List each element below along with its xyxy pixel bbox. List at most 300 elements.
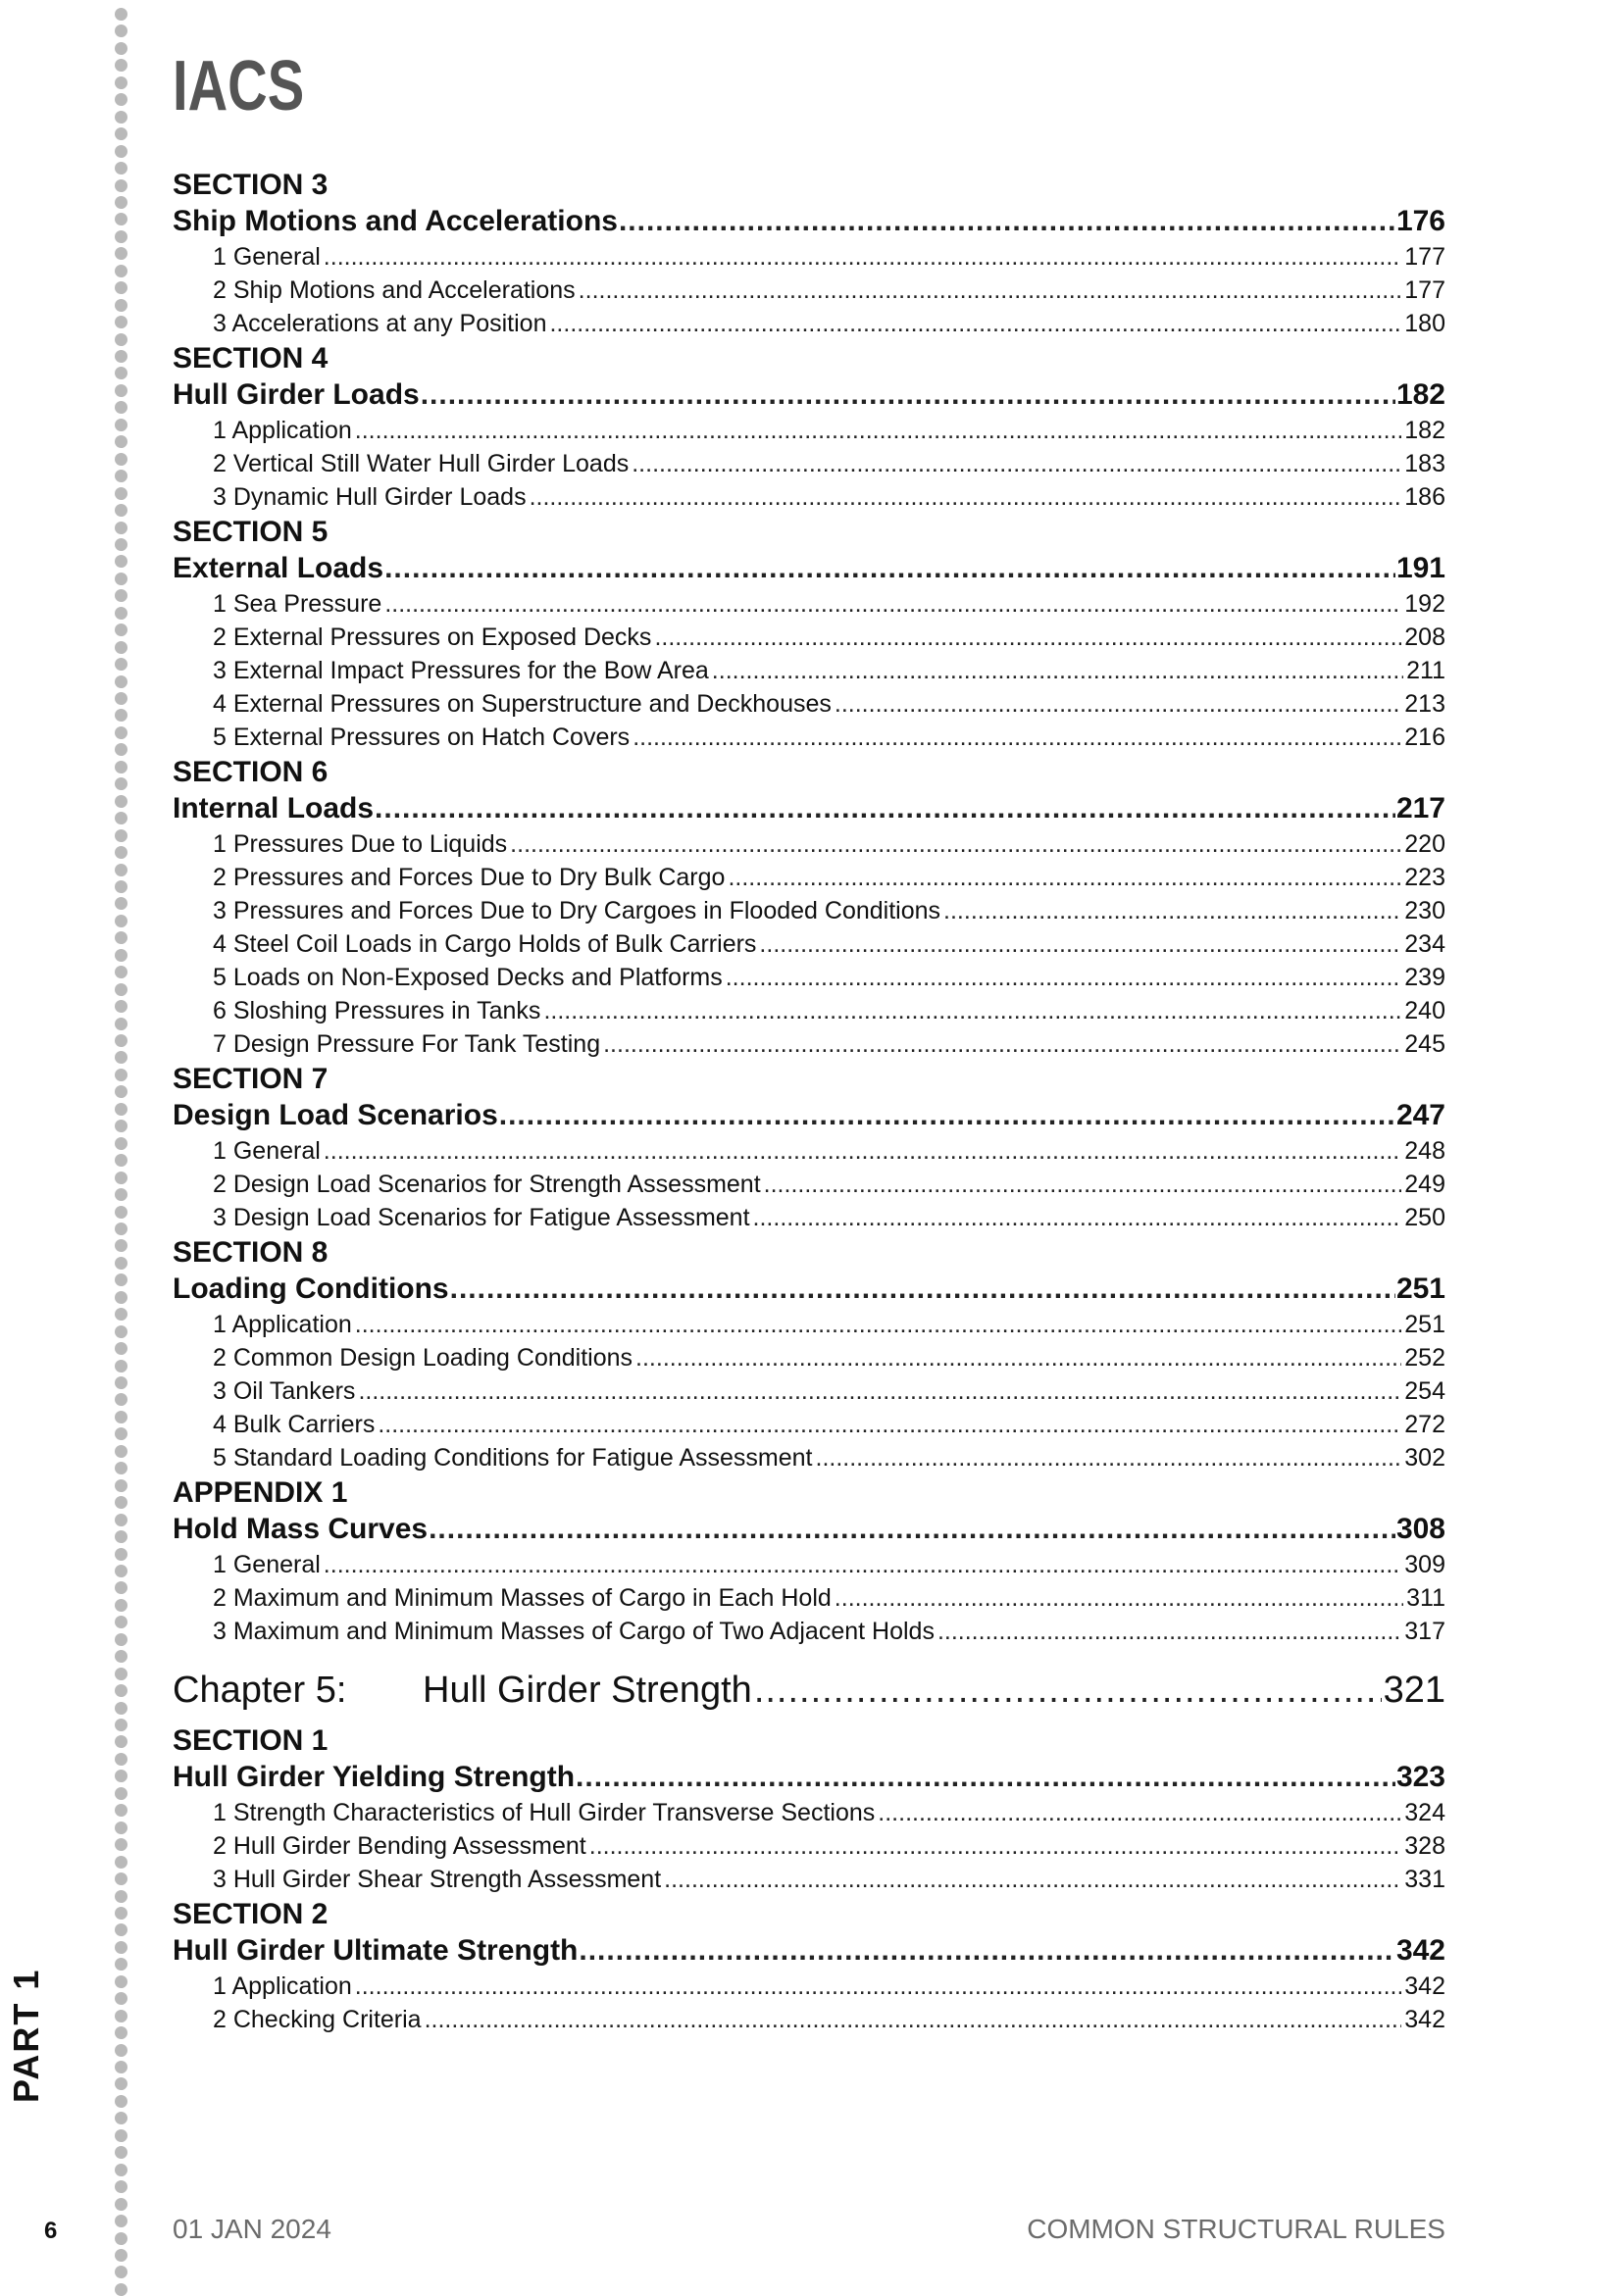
dot-leader xyxy=(576,1759,1395,1796)
binder-dot xyxy=(115,1581,127,1594)
subsection-item-page: 211 xyxy=(1406,657,1445,684)
subsection-item-page: 223 xyxy=(1404,864,1445,891)
binder-dot xyxy=(115,401,127,414)
subsection-item[interactable] xyxy=(173,994,1445,1027)
subsection-item-text: 1 Strength Characteristics of Hull Girder Transverse Sections xyxy=(213,1799,876,1826)
binder-dot xyxy=(115,2061,127,2073)
subsection-item-text: 1 General xyxy=(213,1551,321,1578)
dot-leader xyxy=(943,894,1401,927)
dot-leader xyxy=(324,1134,1401,1168)
subsection-item-page: 234 xyxy=(1404,930,1445,958)
section-title-page: 323 xyxy=(1395,1761,1445,1793)
subsection-item[interactable] xyxy=(173,827,1445,861)
section-label: APPENDIX 1 xyxy=(173,1476,348,1509)
part-label: PART 1 xyxy=(6,1968,46,2103)
binder-dot xyxy=(115,624,127,636)
binder-dot xyxy=(115,1273,127,1286)
binder-dot xyxy=(115,846,127,859)
section-title-page: 308 xyxy=(1395,1513,1445,1545)
subsection-item[interactable] xyxy=(173,1201,1445,1234)
subsection-item[interactable] xyxy=(173,861,1445,894)
dot-leader xyxy=(384,587,1401,621)
subsection-item[interactable] xyxy=(173,1581,1445,1615)
binder-dot xyxy=(115,1992,127,2005)
binder-dot xyxy=(115,1770,127,1782)
subsection-item[interactable] xyxy=(173,654,1445,687)
binder-dot xyxy=(115,316,127,328)
binder-dot xyxy=(115,2164,127,2176)
binder-dot xyxy=(115,1308,127,1321)
binder-dot xyxy=(115,265,127,277)
subsection-item-text: 3 Accelerations at any Position xyxy=(213,310,547,337)
subsection-item-text: 3 Hull Girder Shear Strength Assessment xyxy=(213,1866,662,1893)
subsection-item-text: 7 Design Pressure For Tank Testing xyxy=(213,1030,601,1058)
section-title-text: Internal Loads xyxy=(173,792,375,824)
dot-leader xyxy=(664,1863,1401,1896)
binder-dot xyxy=(115,743,127,756)
section-label: SECTION 2 xyxy=(173,1898,329,1930)
section-label: SECTION 3 xyxy=(173,169,329,201)
binder-dot xyxy=(115,555,127,568)
binder-dot xyxy=(115,8,127,21)
dot-leader xyxy=(654,621,1401,654)
binder-dot xyxy=(115,1616,127,1628)
dot-leader xyxy=(728,861,1401,894)
section-title-page: 342 xyxy=(1395,1934,1445,1967)
binder-dot xyxy=(115,1206,127,1219)
binder-dot xyxy=(115,1872,127,1885)
section-title[interactable] xyxy=(173,1271,1445,1308)
binder-dot xyxy=(115,504,127,517)
binder-dot xyxy=(115,1735,127,1748)
section-title-page: 251 xyxy=(1395,1273,1445,1305)
dot-leader xyxy=(549,307,1401,340)
binder-dot xyxy=(115,76,127,89)
binder-dot xyxy=(115,777,127,790)
subsection-item-text: 1 Application xyxy=(213,417,352,444)
binder-dot xyxy=(115,247,127,260)
binder-dot xyxy=(115,25,127,37)
subsection-item-page: 216 xyxy=(1404,724,1445,751)
table-of-contents xyxy=(173,167,1445,2036)
binder-dot xyxy=(115,2026,127,2039)
dot-leader xyxy=(579,1932,1395,1970)
binder-dot xyxy=(115,949,127,962)
chapter-number: Chapter 5: xyxy=(173,1670,347,1711)
binder-dot xyxy=(115,538,127,551)
binder-dot xyxy=(115,1188,127,1201)
dot-leader xyxy=(425,2003,1402,2036)
subsection-item-page: 328 xyxy=(1404,1832,1445,1860)
subsection-item[interactable] xyxy=(173,1863,1445,1896)
binder-dot xyxy=(115,111,127,124)
dot-leader xyxy=(835,687,1401,721)
dot-leader xyxy=(632,447,1401,480)
subsection-item-text: 2 Checking Criteria xyxy=(213,2006,422,2033)
subsection-item-text: 1 Sea Pressure xyxy=(213,590,382,618)
section-title-text: External Loads xyxy=(173,552,384,584)
binder-dot xyxy=(115,1445,127,1458)
binder-dot xyxy=(115,1000,127,1013)
binder-dot xyxy=(115,1103,127,1116)
binder-dot xyxy=(115,162,127,175)
binder-dot xyxy=(115,1822,127,1834)
subsection-item[interactable] xyxy=(173,1796,1445,1829)
section-label: SECTION 5 xyxy=(173,516,329,548)
dot-leader xyxy=(726,961,1402,994)
subsection-item-text: 5 Standard Loading Conditions for Fatigue Assessment xyxy=(213,1444,813,1472)
dot-leader xyxy=(937,1615,1401,1648)
section-title-text: Loading Conditions xyxy=(173,1273,449,1305)
binder-dot xyxy=(115,1257,127,1270)
dot-leader xyxy=(355,1308,1402,1341)
binder-dot xyxy=(115,2129,127,2142)
subsection-item-text: 3 Oil Tankers xyxy=(213,1377,356,1405)
subsection-item[interactable] xyxy=(173,721,1445,754)
dot-leader xyxy=(355,414,1402,447)
binder-dot xyxy=(115,1650,127,1663)
binder-dot xyxy=(115,2232,127,2245)
dot-leader xyxy=(635,1341,1401,1374)
section-title-text: Hold Mass Curves xyxy=(173,1513,429,1545)
dot-leader xyxy=(754,1664,1382,1717)
dot-leader xyxy=(378,1408,1401,1441)
binder-dot xyxy=(115,812,127,824)
subsection-item-page: 180 xyxy=(1404,310,1445,337)
subsection-item-page: 220 xyxy=(1404,830,1445,858)
subsection-item-text: 6 Sloshing Pressures in Tanks xyxy=(213,997,541,1024)
binder-dot xyxy=(115,675,127,688)
dot-leader xyxy=(589,1829,1402,1863)
subsection-item-text: 1 General xyxy=(213,1137,321,1165)
subsection-item[interactable] xyxy=(173,447,1445,480)
dot-leader xyxy=(384,550,1395,587)
binder-dot xyxy=(115,983,127,996)
binder-dot xyxy=(115,1923,127,1936)
dot-leader xyxy=(324,240,1401,274)
binder-dot xyxy=(115,470,127,482)
subsection-item[interactable] xyxy=(173,927,1445,961)
dot-leader xyxy=(421,376,1395,414)
binder-dot xyxy=(115,1051,127,1064)
binder-dot xyxy=(115,145,127,158)
binder-dot xyxy=(115,1325,127,1338)
section-title[interactable] xyxy=(173,550,1445,587)
subsection-item-text: 2 Design Load Scenarios for Strength Assessment xyxy=(213,1171,761,1198)
binder-dot xyxy=(115,1530,127,1543)
dot-leader xyxy=(835,1581,1403,1615)
section-label: SECTION 8 xyxy=(173,1236,329,1269)
subsection-item-text: 3 Pressures and Forces Due to Dry Cargoes in Flooded Conditions xyxy=(213,897,941,924)
section-title[interactable] xyxy=(173,1932,1445,1970)
section-title[interactable] xyxy=(173,1759,1445,1796)
dot-leader xyxy=(633,721,1401,754)
binder-dot xyxy=(115,1668,127,1680)
subsection-item-text: 3 Design Load Scenarios for Fatigue Assessment xyxy=(213,1204,750,1231)
section-title-text: Hull Girder Yielding Strength xyxy=(173,1761,576,1793)
binder-dot xyxy=(115,897,127,910)
subsection-item-text: 2 External Pressures on Exposed Decks xyxy=(213,624,652,651)
section-title-text: Design Load Scenarios xyxy=(173,1099,498,1131)
subsection-item[interactable] xyxy=(173,1441,1445,1474)
subsection-item[interactable] xyxy=(173,2003,1445,2036)
binder-dot xyxy=(115,1838,127,1851)
section-title[interactable] xyxy=(173,1097,1445,1134)
footer-date: 01 JAN 2024 xyxy=(173,2214,331,2244)
subsection-item-page: 213 xyxy=(1404,690,1445,718)
section-title[interactable] xyxy=(173,1511,1445,1548)
subsection-item[interactable] xyxy=(173,621,1445,654)
dot-leader xyxy=(510,827,1401,861)
subsection-item[interactable] xyxy=(173,1308,1445,1341)
binder-dot xyxy=(115,1941,127,1954)
subsection-item-text: 1 Application xyxy=(213,1311,352,1338)
binder-dot xyxy=(115,2077,127,2090)
subsection-item-page: 177 xyxy=(1404,243,1445,271)
binder-dot xyxy=(115,864,127,876)
subsection-item[interactable] xyxy=(173,687,1445,721)
subsection-item[interactable] xyxy=(173,240,1445,274)
subsection-item-page: 272 xyxy=(1404,1411,1445,1438)
binder-dot xyxy=(115,42,127,55)
binder-dot xyxy=(115,2249,127,2262)
binder-dot xyxy=(115,281,127,294)
subsection-item[interactable] xyxy=(173,1341,1445,1374)
dot-leader xyxy=(375,790,1395,827)
dot-leader xyxy=(878,1796,1401,1829)
binder-dot xyxy=(115,1702,127,1715)
subsection-item[interactable] xyxy=(173,480,1445,514)
dot-leader xyxy=(759,927,1401,961)
subsection-item-page: 250 xyxy=(1404,1204,1445,1231)
binder-dot xyxy=(115,658,127,671)
binder-dot xyxy=(115,299,127,312)
binder-dot xyxy=(115,1137,127,1150)
binder-dot xyxy=(115,1291,127,1304)
subsection-item-text: 4 Bulk Carriers xyxy=(213,1411,376,1438)
binder-dot xyxy=(115,1223,127,1235)
binder-dot xyxy=(115,1393,127,1406)
dot-leader xyxy=(429,1511,1395,1548)
section-title[interactable] xyxy=(173,790,1445,827)
binder-dot xyxy=(115,607,127,620)
binder-dot xyxy=(115,1427,127,1440)
binder-dot xyxy=(115,1599,127,1612)
binder-dot xyxy=(115,1975,127,1988)
binder-dot xyxy=(115,1376,127,1389)
iacs-logo: IACS xyxy=(173,47,305,125)
subsection-item-page: 302 xyxy=(1404,1444,1445,1472)
binder-dot xyxy=(115,966,127,978)
binder-dot xyxy=(115,1085,127,1098)
binder-dot xyxy=(115,761,127,774)
subsection-item-text: 3 Maximum and Minimum Masses of Cargo of Two Adjacent Holds xyxy=(213,1618,935,1645)
subsection-item-page: 311 xyxy=(1406,1584,1445,1612)
subsection-item[interactable] xyxy=(173,1970,1445,2003)
dot-leader xyxy=(499,1097,1395,1134)
binder-dot xyxy=(115,2266,127,2278)
section-title[interactable] xyxy=(173,376,1445,414)
binder-dot xyxy=(115,213,127,225)
binder-dot xyxy=(115,795,127,808)
binder-dot xyxy=(115,1018,127,1030)
binder-dot xyxy=(115,1548,127,1561)
binder-dot xyxy=(115,93,127,106)
binder-dot xyxy=(115,2180,127,2193)
section-label: SECTION 1 xyxy=(173,1724,329,1757)
binder-dot xyxy=(115,350,127,363)
subsection-item-text: 4 External Pressures on Superstructure and Deckhouses xyxy=(213,690,832,718)
subsection-item-text: 1 Application xyxy=(213,1972,352,2000)
binder-dot xyxy=(115,1856,127,1869)
subsection-item[interactable] xyxy=(173,274,1445,307)
chapter-heading[interactable] xyxy=(173,1664,1445,1722)
binder-dot xyxy=(115,487,127,500)
binder-dot xyxy=(115,2198,127,2211)
subsection-item[interactable] xyxy=(173,1615,1445,1648)
binder-dot xyxy=(115,829,127,842)
binder-dot xyxy=(115,589,127,602)
subsection-item-text: 3 Dynamic Hull Girder Loads xyxy=(213,483,527,511)
dot-leader xyxy=(753,1201,1402,1234)
binder-dot xyxy=(115,1890,127,1903)
binder-dot xyxy=(115,726,127,739)
binder-dot xyxy=(115,2112,127,2124)
subsection-item-text: 1 Pressures Due to Liquids xyxy=(213,830,508,858)
binder-dot xyxy=(115,435,127,448)
subsection-item[interactable] xyxy=(173,307,1445,340)
subsection-item-page: 251 xyxy=(1404,1311,1445,1338)
binder-dot xyxy=(115,709,127,722)
binder-dots xyxy=(115,8,128,2292)
subsection-item-text: 2 Maximum and Minimum Masses of Cargo in Each Hold xyxy=(213,1584,832,1612)
binder-dot xyxy=(115,230,127,243)
subsection-item-text: 2 Common Design Loading Conditions xyxy=(213,1344,633,1372)
subsection-item-text: 2 Vertical Still Water Hull Girder Loads xyxy=(213,450,630,477)
binder-dot xyxy=(115,2095,127,2108)
subsection-item-page: 208 xyxy=(1404,624,1445,651)
subsection-item[interactable] xyxy=(173,1374,1445,1408)
subsection-item-text: 3 External Impact Pressures for the Bow Area xyxy=(213,657,709,684)
subsection-item-page: 245 xyxy=(1404,1030,1445,1058)
binder-dot xyxy=(115,641,127,654)
binder-dot xyxy=(115,2146,127,2159)
binder-dot xyxy=(115,2215,127,2227)
section-title-page: 176 xyxy=(1395,205,1445,237)
chapter-page: 321 xyxy=(1383,1670,1445,1711)
subsection-item-page: 183 xyxy=(1404,450,1445,477)
subsection-item[interactable] xyxy=(173,1168,1445,1201)
chapter-title xyxy=(173,1664,752,1717)
dot-leader xyxy=(603,1027,1401,1061)
section-title-page: 182 xyxy=(1395,378,1445,411)
binder-dot xyxy=(115,1411,127,1423)
subsection-item-page: 240 xyxy=(1404,997,1445,1024)
binder-dot xyxy=(115,1907,127,1920)
binder-dot xyxy=(115,1239,127,1252)
subsection-item-page: 186 xyxy=(1404,483,1445,511)
section-label: SECTION 7 xyxy=(173,1063,329,1095)
binder-dot xyxy=(115,127,127,140)
subsection-item-page: 324 xyxy=(1404,1799,1445,1826)
subsection-item[interactable] xyxy=(173,1829,1445,1863)
section-label: SECTION 4 xyxy=(173,342,329,374)
binder-dot xyxy=(115,1958,127,1971)
page-number: 6 xyxy=(44,2218,58,2244)
dot-leader xyxy=(619,203,1395,240)
subsection-item-text: 1 General xyxy=(213,243,321,271)
binder-dot xyxy=(115,1479,127,1492)
subsection-item[interactable] xyxy=(173,961,1445,994)
binder-dot xyxy=(115,1034,127,1047)
chapter-name: Hull Girder Strength xyxy=(423,1670,752,1711)
subsection-item[interactable] xyxy=(173,414,1445,447)
subsection-item[interactable] xyxy=(173,1548,1445,1581)
subsection-item[interactable] xyxy=(173,1027,1445,1061)
binder-dot xyxy=(115,179,127,192)
section-title-text: Hull Girder Ultimate Strength xyxy=(173,1934,579,1967)
subsection-item[interactable] xyxy=(173,1408,1445,1441)
binder-dot xyxy=(115,2283,127,2296)
binder-dot xyxy=(115,1154,127,1167)
binder-dot xyxy=(115,1120,127,1132)
subsection-item-page: 248 xyxy=(1404,1137,1445,1165)
binder-dot xyxy=(115,1633,127,1646)
dot-leader xyxy=(712,654,1403,687)
dot-leader xyxy=(764,1168,1402,1201)
section-title-text: Hull Girder Loads xyxy=(173,378,420,411)
section-title-page: 247 xyxy=(1395,1099,1445,1131)
toc-sections-before-chapter xyxy=(173,167,1445,1648)
binder-dot xyxy=(115,1172,127,1184)
subsection-item-text: 2 Hull Girder Bending Assessment xyxy=(213,1832,586,1860)
subsection-item-page: 182 xyxy=(1404,417,1445,444)
subsection-item-page: 252 xyxy=(1404,1344,1445,1372)
binder-dot xyxy=(115,915,127,927)
dot-leader xyxy=(579,274,1402,307)
subsection-item[interactable] xyxy=(173,894,1445,927)
subsection-item-page: 239 xyxy=(1404,964,1445,991)
dot-leader xyxy=(355,1970,1402,2003)
binder-dot xyxy=(115,384,127,397)
subsection-item-page: 317 xyxy=(1404,1618,1445,1645)
section-title-text: Ship Motions and Accelerations xyxy=(173,205,618,237)
binder-dot xyxy=(115,419,127,431)
subsection-item-page: 342 xyxy=(1404,2006,1445,2033)
subsection-item-page: 192 xyxy=(1404,590,1445,618)
binder-dot xyxy=(115,1753,127,1766)
binder-dot xyxy=(115,1069,127,1081)
subsection-item-text: 2 Pressures and Forces Due to Dry Bulk Cargo xyxy=(213,864,726,891)
subsection-item-page: 249 xyxy=(1404,1171,1445,1198)
subsection-item[interactable] xyxy=(173,587,1445,621)
subsection-item-page: 254 xyxy=(1404,1377,1445,1405)
binder-dot xyxy=(115,1462,127,1474)
subsection-item-page: 177 xyxy=(1404,276,1445,304)
toc-sections-after-chapter xyxy=(173,1722,1445,2036)
binder-dot xyxy=(115,1565,127,1577)
binder-dot xyxy=(115,2044,127,2057)
binder-dot xyxy=(115,1684,127,1697)
binder-dot xyxy=(115,453,127,466)
section-title-page: 217 xyxy=(1395,792,1445,824)
binder-dot xyxy=(115,367,127,379)
binder-dot xyxy=(115,1787,127,1800)
binder-dot xyxy=(115,573,127,585)
binder-dot xyxy=(115,880,127,893)
subsection-item[interactable] xyxy=(173,1134,1445,1168)
section-title[interactable] xyxy=(173,203,1445,240)
